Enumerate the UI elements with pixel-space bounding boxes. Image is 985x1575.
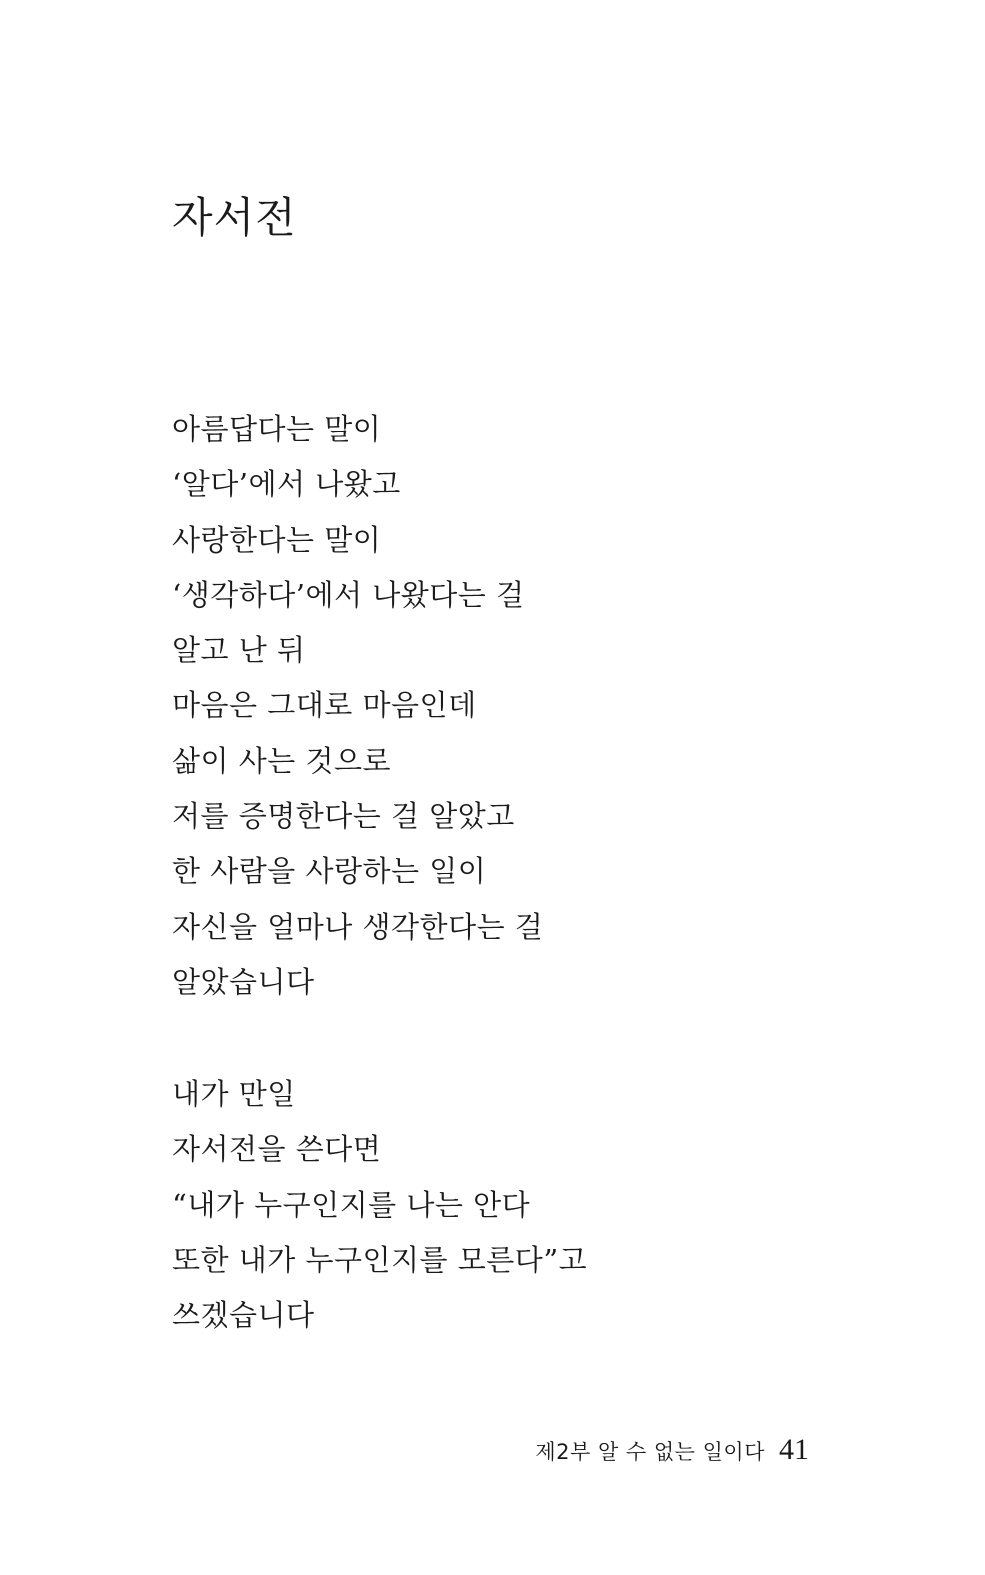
verse-line: “내가 누구인지를 나는 안다 bbox=[172, 1187, 531, 1222]
verse-line: 아름답다는 말이 bbox=[172, 412, 382, 446]
verse-line: 한 사람을 사랑하는 일이 bbox=[172, 854, 487, 889]
verse-line: 알고 난 뒤 bbox=[172, 633, 306, 668]
stanza bbox=[172, 1067, 587, 1343]
running-title: 제2부 알 수 없는 일이다 bbox=[535, 1440, 765, 1464]
verse-line: 자서전을 쓴다면 bbox=[172, 1132, 382, 1167]
verse-line: 마음은 그대로 마음인데 bbox=[172, 688, 477, 723]
verse-line: 삶이 사는 것으로 bbox=[172, 743, 392, 778]
verse-line: 저를 증명한다는 걸 알았고 bbox=[172, 799, 515, 834]
verse-line: 또한 내가 누구인지를 모른다”고 bbox=[172, 1242, 588, 1277]
page-footer bbox=[535, 1428, 809, 1474]
page-number: 41 bbox=[779, 1433, 809, 1466]
verse-line: ‘알다’에서 나왔고 bbox=[172, 467, 401, 502]
poem-title: 자서전 bbox=[172, 193, 297, 242]
verse-line: 쓰겠습니다 bbox=[172, 1298, 315, 1333]
verse-line: 내가 만일 bbox=[172, 1077, 296, 1111]
verse-line: 알았습니다 bbox=[172, 964, 315, 999]
verse-line: 사랑한다는 말이 bbox=[172, 522, 382, 557]
stanza bbox=[172, 402, 543, 1010]
verse-line: 자신을 얼마나 생각한다는 걸 bbox=[172, 909, 544, 944]
verse-line: ‘생각하다’에서 나왔다는 걸 bbox=[172, 577, 525, 612]
